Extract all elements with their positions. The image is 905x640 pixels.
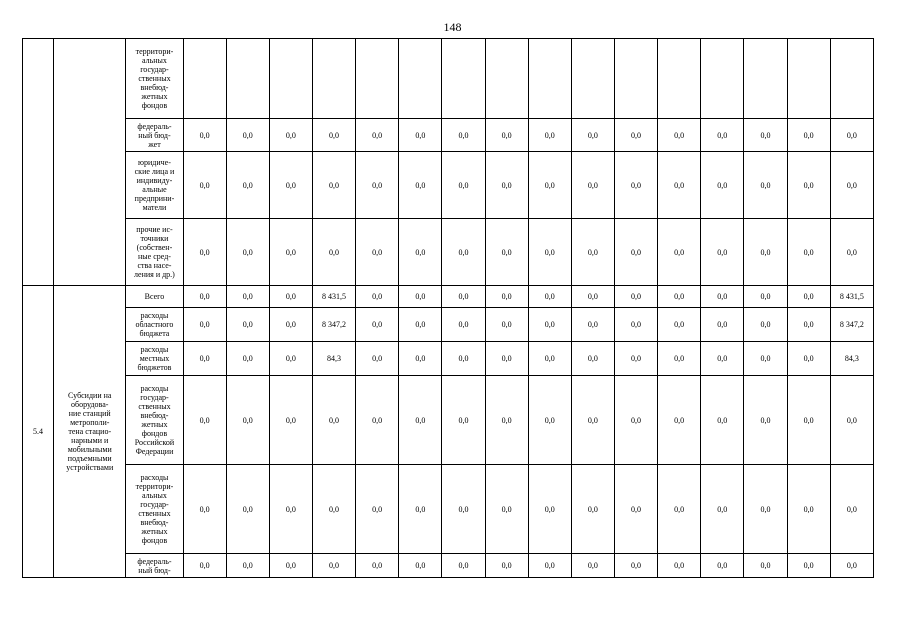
value-cell: 0,0 bbox=[830, 465, 873, 554]
value-cell: 0,0 bbox=[701, 219, 744, 286]
value-cell: 0,0 bbox=[312, 119, 355, 152]
value-cell: 0,0 bbox=[744, 554, 787, 578]
value-cell: 0,0 bbox=[528, 119, 571, 152]
value-cell: 0,0 bbox=[226, 465, 269, 554]
value-cell bbox=[787, 39, 830, 119]
value-cell bbox=[269, 39, 312, 119]
value-cell: 0,0 bbox=[399, 286, 442, 308]
funding-source-cell: прочие ис- точники (собствен- ные сред- ства насе- ления и др.) bbox=[126, 219, 183, 286]
value-cell bbox=[528, 39, 571, 119]
value-cell: 0,0 bbox=[399, 465, 442, 554]
value-cell: 0,0 bbox=[399, 119, 442, 152]
value-cell: 0,0 bbox=[571, 219, 614, 286]
value-cell: 0,0 bbox=[183, 152, 226, 219]
value-cell: 0,0 bbox=[226, 376, 269, 465]
value-cell: 0,0 bbox=[701, 119, 744, 152]
value-cell: 0,0 bbox=[226, 119, 269, 152]
funding-source-cell: территори- альных государ- ственных внебюд- жетных фондов bbox=[126, 39, 183, 119]
value-cell: 0,0 bbox=[485, 286, 528, 308]
funding-source-cell: расходы местных бюджетов bbox=[126, 342, 183, 376]
value-cell: 0,0 bbox=[528, 308, 571, 342]
value-cell: 0,0 bbox=[226, 152, 269, 219]
table-row bbox=[23, 554, 874, 578]
value-cell bbox=[226, 39, 269, 119]
value-cell: 0,0 bbox=[442, 465, 485, 554]
value-cell: 0,0 bbox=[571, 342, 614, 376]
value-cell: 0,0 bbox=[183, 119, 226, 152]
value-cell: 0,0 bbox=[485, 219, 528, 286]
value-cell: 8 431,5 bbox=[830, 286, 873, 308]
value-cell: 0,0 bbox=[269, 342, 312, 376]
value-cell: 0,0 bbox=[744, 219, 787, 286]
value-cell: 0,0 bbox=[485, 376, 528, 465]
value-cell bbox=[356, 39, 399, 119]
value-cell: 0,0 bbox=[442, 152, 485, 219]
value-cell: 0,0 bbox=[701, 286, 744, 308]
value-cell: 0,0 bbox=[658, 554, 701, 578]
value-cell: 0,0 bbox=[744, 152, 787, 219]
value-cell: 0,0 bbox=[830, 554, 873, 578]
value-cell bbox=[485, 39, 528, 119]
value-cell: 0,0 bbox=[356, 554, 399, 578]
value-cell: 0,0 bbox=[787, 342, 830, 376]
value-cell: 0,0 bbox=[356, 308, 399, 342]
funding-source-cell: федераль- ный бюд- bbox=[126, 554, 183, 578]
value-cell: 0,0 bbox=[442, 308, 485, 342]
value-cell: 0,0 bbox=[528, 465, 571, 554]
value-cell: 0,0 bbox=[614, 376, 657, 465]
value-cell: 0,0 bbox=[658, 342, 701, 376]
value-cell: 0,0 bbox=[658, 119, 701, 152]
value-cell: 0,0 bbox=[485, 119, 528, 152]
value-cell: 0,0 bbox=[312, 219, 355, 286]
value-cell: 0,0 bbox=[571, 152, 614, 219]
table-row bbox=[23, 308, 874, 342]
value-cell: 0,0 bbox=[571, 308, 614, 342]
table-row bbox=[23, 465, 874, 554]
value-cell: 0,0 bbox=[528, 219, 571, 286]
value-cell: 0,0 bbox=[399, 376, 442, 465]
value-cell: 0,0 bbox=[744, 342, 787, 376]
value-cell: 0,0 bbox=[183, 465, 226, 554]
funding-source-cell: Всего bbox=[126, 286, 183, 308]
value-cell: 0,0 bbox=[485, 342, 528, 376]
value-cell: 0,0 bbox=[614, 219, 657, 286]
value-cell: 0,0 bbox=[830, 376, 873, 465]
value-cell: 0,0 bbox=[226, 554, 269, 578]
value-cell: 0,0 bbox=[614, 465, 657, 554]
value-cell: 0,0 bbox=[528, 342, 571, 376]
row-number-cell bbox=[23, 39, 54, 286]
value-cell: 0,0 bbox=[658, 376, 701, 465]
page-number: 148 bbox=[443, 20, 462, 34]
table-row bbox=[23, 376, 874, 465]
value-cell bbox=[614, 39, 657, 119]
value-cell: 0,0 bbox=[399, 219, 442, 286]
value-cell: 0,0 bbox=[571, 119, 614, 152]
value-cell: 0,0 bbox=[744, 376, 787, 465]
value-cell: 0,0 bbox=[614, 308, 657, 342]
value-cell: 0,0 bbox=[701, 152, 744, 219]
value-cell: 0,0 bbox=[356, 465, 399, 554]
value-cell: 0,0 bbox=[356, 376, 399, 465]
value-cell: 0,0 bbox=[183, 342, 226, 376]
value-cell: 8 431,5 bbox=[312, 286, 355, 308]
funding-source-cell: расходы областного бюджета bbox=[126, 308, 183, 342]
funding-source-cell: юридиче- ские лица и индивиду- альные предприни- матели bbox=[126, 152, 183, 219]
value-cell: 0,0 bbox=[442, 286, 485, 308]
value-cell: 0,0 bbox=[183, 286, 226, 308]
value-cell: 0,0 bbox=[399, 152, 442, 219]
value-cell: 0,0 bbox=[787, 308, 830, 342]
table-row bbox=[23, 39, 874, 119]
value-cell: 0,0 bbox=[269, 152, 312, 219]
value-cell: 0,0 bbox=[701, 465, 744, 554]
value-cell: 0,0 bbox=[528, 554, 571, 578]
value-cell: 0,0 bbox=[399, 554, 442, 578]
value-cell: 0,0 bbox=[485, 152, 528, 219]
value-cell: 0,0 bbox=[658, 219, 701, 286]
funding-source-cell: расходы государ- ственных внебюд- жетных фондов Российской Федерации bbox=[126, 376, 183, 465]
value-cell: 0,0 bbox=[614, 152, 657, 219]
value-cell bbox=[701, 39, 744, 119]
value-cell: 0,0 bbox=[356, 152, 399, 219]
value-cell bbox=[312, 39, 355, 119]
value-cell: 0,0 bbox=[528, 286, 571, 308]
value-cell: 0,0 bbox=[787, 119, 830, 152]
value-cell bbox=[744, 39, 787, 119]
value-cell: 0,0 bbox=[312, 465, 355, 554]
table-row bbox=[23, 342, 874, 376]
value-cell: 0,0 bbox=[830, 119, 873, 152]
value-cell: 0,0 bbox=[787, 465, 830, 554]
value-cell: 0,0 bbox=[269, 286, 312, 308]
value-cell: 0,0 bbox=[787, 554, 830, 578]
value-cell bbox=[399, 39, 442, 119]
value-cell: 0,0 bbox=[787, 152, 830, 219]
value-cell: 0,0 bbox=[830, 152, 873, 219]
value-cell: 0,0 bbox=[183, 219, 226, 286]
value-cell: 0,0 bbox=[528, 376, 571, 465]
value-cell: 0,0 bbox=[744, 308, 787, 342]
value-cell bbox=[442, 39, 485, 119]
value-cell: 0,0 bbox=[485, 465, 528, 554]
value-cell: 0,0 bbox=[269, 308, 312, 342]
value-cell: 0,0 bbox=[658, 286, 701, 308]
value-cell: 0,0 bbox=[442, 219, 485, 286]
value-cell: 0,0 bbox=[701, 554, 744, 578]
value-cell bbox=[183, 39, 226, 119]
value-cell: 0,0 bbox=[442, 342, 485, 376]
value-cell: 0,0 bbox=[356, 119, 399, 152]
value-cell: 0,0 bbox=[485, 308, 528, 342]
value-cell: 0,0 bbox=[658, 152, 701, 219]
value-cell: 0,0 bbox=[614, 342, 657, 376]
value-cell: 84,3 bbox=[830, 342, 873, 376]
value-cell: 0,0 bbox=[312, 554, 355, 578]
value-cell: 0,0 bbox=[571, 554, 614, 578]
value-cell: 0,0 bbox=[226, 308, 269, 342]
value-cell: 0,0 bbox=[787, 376, 830, 465]
value-cell: 0,0 bbox=[183, 376, 226, 465]
value-cell: 0,0 bbox=[571, 286, 614, 308]
value-cell: 84,3 bbox=[312, 342, 355, 376]
value-cell: 0,0 bbox=[744, 465, 787, 554]
value-cell: 0,0 bbox=[356, 342, 399, 376]
value-cell bbox=[830, 39, 873, 119]
value-cell: 0,0 bbox=[614, 554, 657, 578]
value-cell: 0,0 bbox=[269, 554, 312, 578]
value-cell: 0,0 bbox=[787, 286, 830, 308]
value-cell: 0,0 bbox=[658, 308, 701, 342]
value-cell: 0,0 bbox=[226, 219, 269, 286]
value-cell: 0,0 bbox=[269, 119, 312, 152]
value-cell: 8 347,2 bbox=[312, 308, 355, 342]
value-cell: 0,0 bbox=[787, 219, 830, 286]
table-row bbox=[23, 219, 874, 286]
value-cell: 0,0 bbox=[701, 376, 744, 465]
value-cell bbox=[658, 39, 701, 119]
value-cell: 0,0 bbox=[312, 152, 355, 219]
value-cell: 0,0 bbox=[571, 376, 614, 465]
value-cell: 0,0 bbox=[528, 152, 571, 219]
funding-table bbox=[22, 38, 874, 578]
value-cell: 0,0 bbox=[356, 286, 399, 308]
value-cell: 0,0 bbox=[399, 342, 442, 376]
value-cell: 0,0 bbox=[183, 308, 226, 342]
value-cell: 0,0 bbox=[269, 465, 312, 554]
value-cell: 0,0 bbox=[269, 376, 312, 465]
value-cell: 0,0 bbox=[442, 376, 485, 465]
value-cell: 0,0 bbox=[614, 119, 657, 152]
value-cell: 0,0 bbox=[744, 286, 787, 308]
value-cell: 0,0 bbox=[442, 554, 485, 578]
funding-source-cell: расходы территори- альных государ- ственных внебюд- жетных фондов bbox=[126, 465, 183, 554]
value-cell: 0,0 bbox=[744, 119, 787, 152]
value-cell: 0,0 bbox=[571, 465, 614, 554]
value-cell bbox=[571, 39, 614, 119]
value-cell: 0,0 bbox=[701, 308, 744, 342]
value-cell: 0,0 bbox=[312, 376, 355, 465]
value-cell: 0,0 bbox=[269, 219, 312, 286]
value-cell: 8 347,2 bbox=[830, 308, 873, 342]
value-cell: 0,0 bbox=[485, 554, 528, 578]
value-cell: 0,0 bbox=[830, 219, 873, 286]
measure-description-cell: Субсидии на оборудова- ние станций метрополи- тена стацио- нарными и мобильными подъемными устройствами bbox=[54, 286, 126, 578]
value-cell: 0,0 bbox=[399, 308, 442, 342]
value-cell: 0,0 bbox=[183, 554, 226, 578]
value-cell: 0,0 bbox=[226, 286, 269, 308]
table-row bbox=[23, 286, 874, 308]
row-number-cell: 5.4 bbox=[23, 286, 54, 578]
funding-source-cell: федераль- ный бюд- жет bbox=[126, 119, 183, 152]
value-cell: 0,0 bbox=[356, 219, 399, 286]
measure-description-cell bbox=[54, 39, 126, 286]
value-cell: 0,0 bbox=[226, 342, 269, 376]
table-row bbox=[23, 119, 874, 152]
value-cell: 0,0 bbox=[658, 465, 701, 554]
value-cell: 0,0 bbox=[442, 119, 485, 152]
table-row bbox=[23, 152, 874, 219]
value-cell: 0,0 bbox=[614, 286, 657, 308]
value-cell: 0,0 bbox=[701, 342, 744, 376]
